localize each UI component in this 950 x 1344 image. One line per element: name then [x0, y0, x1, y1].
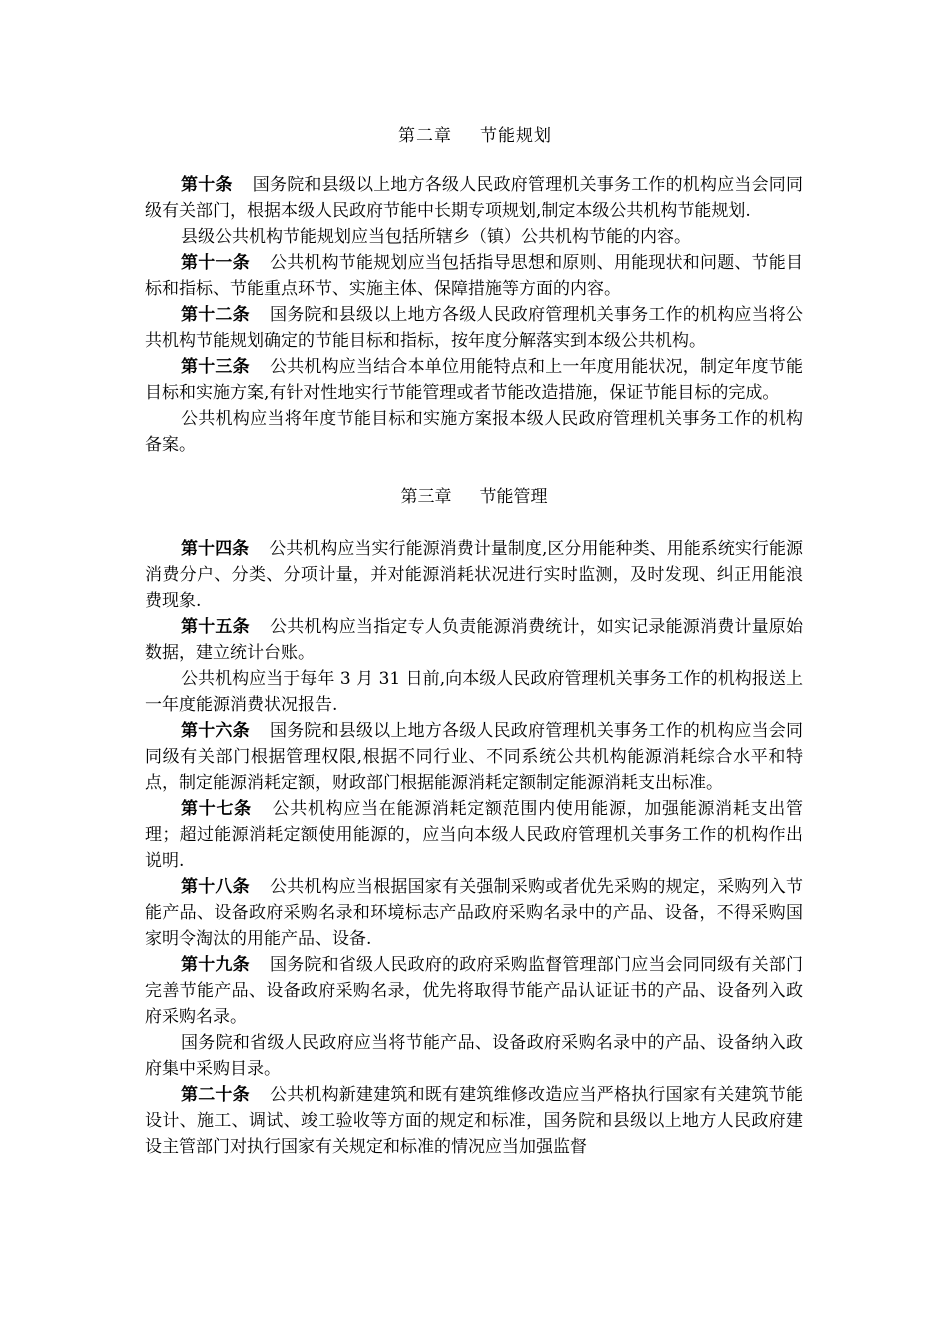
article-paragraph — [145, 952, 803, 1030]
article-number: 第十一条 — [181, 253, 250, 273]
article-text: 公共机构应当结合本单位用能特点和上一年度用能状况，制定年度节能目标和实施方案,有针对性地实行节能管理或者节能改造措施，保证节能目标的完成。 — [145, 357, 804, 403]
article-number: 第十七条 — [181, 799, 252, 819]
article-text: 县级公共机构节能规划应当包括所辖乡（镇）公共机构节能的内容。 — [181, 227, 691, 247]
article-text: 公共机构新建建筑和既有建筑维修改造应当严格执行国家有关建筑节能设计、施工、调试、竣工验收等方面的规定和标准，国务院和县级以上地方人民政府建设主管部门对执行国家有关规定和标准的情况应当加强监督 — [145, 1085, 804, 1157]
chapter-3-heading — [145, 484, 803, 510]
continuation-paragraph — [145, 1030, 803, 1082]
article-text: 国务院和县级以上地方各级人民政府管理机关事务工作的机构应当会同同级有关部门，根据本级人民政府节能中长期专项规划,制定本级公共机构节能规划. — [145, 175, 804, 221]
continuation-paragraph — [145, 666, 803, 718]
article-paragraph — [145, 874, 803, 952]
document-body — [145, 172, 803, 1160]
continuation-paragraph — [145, 406, 803, 458]
article-paragraph — [145, 718, 803, 796]
article-text: 公共机构应当根据国家有关强制采购或者优先采购的规定，采购列入节能产品、设备政府采购名录和环境标志产品政府采购名录中的产品、设备，不得采购国家明令淘汰的用能产品、设备. — [145, 877, 804, 949]
article-text: 国务院和省级人民政府应当将节能产品、设备政府采购名录中的产品、设备纳入政府集中采购目录。 — [145, 1033, 803, 1079]
article-number: 第十条 — [181, 175, 233, 195]
article-number: 第十二条 — [181, 305, 250, 325]
article-number: 第十六条 — [181, 721, 250, 741]
article-paragraph — [145, 354, 803, 406]
article-text: 公共机构应当指定专人负责能源消费统计，如实记录能源消费计量原始数据，建立统计台账。 — [145, 617, 804, 663]
chapter-2-articles — [145, 172, 803, 458]
chapter-3-articles — [145, 536, 803, 1160]
article-number: 第十八条 — [181, 877, 250, 897]
article-text: 公共机构应当将年度节能目标和实施方案报本级人民政府管理机关事务工作的机构备案。 — [145, 409, 803, 455]
article-paragraph — [145, 172, 803, 224]
chapter-2-title: 节能规划 — [480, 126, 552, 146]
article-text: 公共机构应当于每年 3 月 31 日前,向本级人民政府管理机关事务工作的机构报送上一年度能源消费状况报告. — [145, 669, 803, 715]
article-paragraph — [145, 614, 803, 666]
article-text: 国务院和省级人民政府的政府采购监督管理部门应当会同同级有关部门完善节能产品、设备政府采购名录，优先将取得节能产品认证证书的产品、设备列入政府采购名录。 — [145, 955, 804, 1027]
chapter-3-title: 节能管理 — [479, 487, 548, 507]
article-paragraph — [145, 796, 803, 874]
article-paragraph — [145, 250, 803, 302]
article-paragraph — [145, 302, 803, 354]
article-text: 国务院和县级以上地方各级人民政府管理机关事务工作的机构应当会同同级有关部门根据管理权限,根据不同行业、不同系统公共机构能源消耗综合水平和特点，制定能源消耗定额，财政部门根据能源消耗定额制定能源消耗支出标准。 — [145, 721, 804, 793]
article-number: 第二十条 — [181, 1085, 250, 1105]
article-text: 国务院和县级以上地方各级人民政府管理机关事务工作的机构应当将公共机构节能规划确定的节能目标和指标，按年度分解落实到本级公共机构。 — [145, 305, 804, 351]
article-number: 第十三条 — [181, 357, 250, 377]
chapter-2-number: 第二章 — [398, 126, 452, 146]
article-paragraph — [145, 1082, 803, 1160]
article-paragraph — [145, 536, 803, 614]
article-number: 第十九条 — [181, 955, 250, 975]
continuation-paragraph — [145, 224, 803, 250]
article-text: 公共机构节能规划应当包括指导思想和原则、用能现状和问题、节能目标和指标、节能重点环节、实施主体、保障措施等方面的内容。 — [145, 253, 804, 299]
article-text: 公共机构应当实行能源消费计量制度,区分用能种类、用能系统实行能源消费分户、分类、分项计量，并对能源消耗状况进行实时监测，及时发现、纠正用能浪费现象. — [145, 539, 804, 611]
article-text: 公共机构应当在能源消耗定额范围内使用能源，加强能源消耗支出管理；超过能源消耗定额使用能源的，应当向本级人民政府管理机关事务工作的机构作出说明. — [145, 799, 804, 871]
article-number: 第十五条 — [181, 617, 250, 637]
article-number: 第十四条 — [181, 539, 250, 559]
chapter-3-number: 第三章 — [400, 487, 452, 507]
chapter-2-heading — [0, 124, 950, 148]
